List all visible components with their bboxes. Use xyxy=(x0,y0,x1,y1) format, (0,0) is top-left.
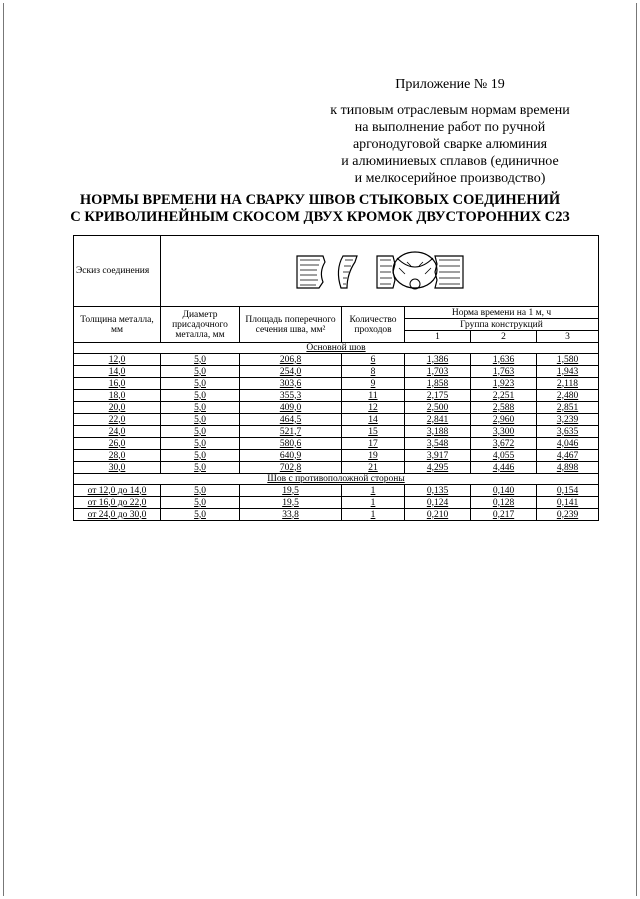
cell-value: 24,0 xyxy=(108,426,126,437)
appendix-line: и мелкосерийное производство) xyxy=(354,171,546,186)
cell-value: 28,0 xyxy=(108,450,126,461)
table-cell xyxy=(405,462,471,474)
cell-value: 20,0 xyxy=(108,402,126,413)
cell-value: 1,703 xyxy=(426,366,449,377)
table-cell xyxy=(161,354,240,366)
table-cell xyxy=(342,497,405,509)
section-main-cell xyxy=(74,343,599,354)
table-cell xyxy=(161,426,240,438)
table-cell xyxy=(537,438,599,450)
table-cell xyxy=(342,402,405,414)
table-cell xyxy=(74,485,161,497)
sketch-row xyxy=(74,236,599,307)
cell-value: 2,480 xyxy=(556,390,579,401)
table-cell xyxy=(405,366,471,378)
title-line: С КРИВОЛИНЕЙНЫМ СКОСОМ ДВУХ КРОМОК ДВУСТОРОННИХ С23 xyxy=(70,209,570,225)
table-cell xyxy=(471,509,537,521)
table-cell xyxy=(161,438,240,450)
cell-value: 254,0 xyxy=(279,366,302,377)
cell-value: 5,0 xyxy=(194,497,206,508)
appendix-line: аргонодуговой сварке алюминия xyxy=(352,137,548,152)
table-cell xyxy=(471,366,537,378)
table-cell xyxy=(342,438,405,450)
table-cell xyxy=(471,426,537,438)
cell-value: 0,154 xyxy=(556,485,579,496)
appendix-line: и алюминиевых сплавов (единичное xyxy=(341,154,559,169)
cell-value: 30,0 xyxy=(108,462,126,473)
cell-value: 5,0 xyxy=(194,438,206,449)
left-plate xyxy=(297,256,325,288)
table-cell xyxy=(471,462,537,474)
cell-value: 1 xyxy=(370,497,376,508)
table-cell xyxy=(161,378,240,390)
cell-value: 1,636 xyxy=(492,354,515,365)
appendix-line: на выполнение работ по ручной xyxy=(354,120,546,135)
cell-value: 0,140 xyxy=(492,485,515,496)
table-cell xyxy=(240,426,342,438)
cell-value: 3,548 xyxy=(426,438,449,449)
cell-value: 5,0 xyxy=(194,378,206,389)
table-cell xyxy=(161,462,240,474)
table-cell xyxy=(161,366,240,378)
table-cell xyxy=(74,462,161,474)
header-norm: Норма времени на 1 м, ч xyxy=(405,307,599,319)
table-cell xyxy=(240,497,342,509)
section-row xyxy=(74,343,599,354)
section-row xyxy=(74,474,599,485)
table-row xyxy=(74,462,599,474)
header-group-1: 1 xyxy=(405,331,471,343)
cell-value: 206,8 xyxy=(279,354,302,365)
title-line: НОРМЫ ВРЕМЕНИ НА СВАРКУ ШВОВ СТЫКОВЫХ СОЕДИНЕНИЙ xyxy=(79,192,561,208)
table-cell xyxy=(342,426,405,438)
table-cell xyxy=(405,450,471,462)
cell-value: 3,188 xyxy=(426,426,449,437)
table-cell xyxy=(342,485,405,497)
table-cell xyxy=(342,378,405,390)
joint-sketch-image xyxy=(295,250,465,292)
cell-value: 303,6 xyxy=(279,378,302,389)
table-cell xyxy=(342,366,405,378)
cell-value: 4,055 xyxy=(492,450,515,461)
table-cell xyxy=(405,378,471,390)
table-cell xyxy=(74,426,161,438)
table-cell xyxy=(537,485,599,497)
header-thickness: Толщина металла, мм xyxy=(74,307,161,343)
table-cell xyxy=(240,485,342,497)
table-row xyxy=(74,402,599,414)
table-cell xyxy=(537,414,599,426)
cell-value: 702,8 xyxy=(279,462,302,473)
table-cell xyxy=(74,354,161,366)
appendix-block xyxy=(300,76,600,187)
table-row xyxy=(74,426,599,438)
table-cell xyxy=(161,402,240,414)
table-cell xyxy=(405,402,471,414)
table-cell xyxy=(74,366,161,378)
table-row xyxy=(74,485,599,497)
table-cell xyxy=(342,462,405,474)
cell-value: 12,0 xyxy=(108,354,126,365)
cell-value: 1 xyxy=(370,485,376,496)
cell-value: 2,960 xyxy=(492,414,515,425)
header-diameter: Диаметр присадочного металла, мм xyxy=(161,307,240,343)
cell-value: 3,239 xyxy=(556,414,579,425)
section-back-cell xyxy=(74,474,599,485)
appendix-line: к типовым отраслевым нормам времени xyxy=(330,103,570,118)
cell-value: 8 xyxy=(370,366,376,377)
table-cell xyxy=(471,354,537,366)
cell-value: 2,118 xyxy=(556,378,579,389)
table-row xyxy=(74,354,599,366)
table-cell xyxy=(537,462,599,474)
cell-value: 14 xyxy=(368,414,378,425)
cell-value: 4,446 xyxy=(492,462,515,473)
table-cell xyxy=(240,354,342,366)
cell-value: 0,217 xyxy=(492,509,515,520)
section-main-title: Основной шов xyxy=(306,343,366,353)
cell-value: 1,386 xyxy=(426,354,449,365)
cell-value: 0,239 xyxy=(556,509,579,520)
cell-value: 1,580 xyxy=(556,354,579,365)
table-cell xyxy=(342,414,405,426)
table-cell xyxy=(405,509,471,521)
table-cell xyxy=(405,485,471,497)
table-cell xyxy=(471,485,537,497)
table-cell xyxy=(342,354,405,366)
table-cell xyxy=(405,426,471,438)
cell-value: 5,0 xyxy=(194,509,206,520)
table-cell xyxy=(240,402,342,414)
cell-value: 2,251 xyxy=(492,390,515,401)
cell-value: 4,046 xyxy=(556,438,579,449)
cell-value: 0,210 xyxy=(426,509,449,520)
table-cell xyxy=(161,450,240,462)
document-title xyxy=(60,192,580,226)
cell-value: 1,858 xyxy=(426,378,449,389)
table-cell xyxy=(405,438,471,450)
cell-value: 16,0 xyxy=(108,378,126,389)
cell-value: 17 xyxy=(368,438,378,449)
table-row xyxy=(74,450,599,462)
table-cell xyxy=(240,450,342,462)
table-cell xyxy=(471,450,537,462)
table-cell xyxy=(537,509,599,521)
cell-value: от 24,0 до 30,0 xyxy=(87,509,147,520)
cell-value: 1,763 xyxy=(492,366,515,377)
table-cell xyxy=(405,354,471,366)
header-group-2: 2 xyxy=(471,331,537,343)
table-cell xyxy=(74,497,161,509)
table-cell xyxy=(240,378,342,390)
cell-value: 5,0 xyxy=(194,354,206,365)
cell-value: 6 xyxy=(370,354,376,365)
cell-value: 9 xyxy=(370,378,376,389)
table-cell xyxy=(537,366,599,378)
table-row xyxy=(74,366,599,378)
cell-value: 4,467 xyxy=(556,450,579,461)
table-cell xyxy=(342,509,405,521)
cell-value: 5,0 xyxy=(194,462,206,473)
header-group: Группа конструкций xyxy=(405,319,599,331)
table-cell xyxy=(471,378,537,390)
table-cell xyxy=(471,414,537,426)
appendix-number: Приложение № 19 xyxy=(395,77,505,92)
cell-value: 5,0 xyxy=(194,450,206,461)
cell-value: от 16,0 до 22,0 xyxy=(87,497,147,508)
cell-value: 0,124 xyxy=(426,497,449,508)
cell-value: 3,917 xyxy=(426,450,449,461)
cell-value: 4,898 xyxy=(556,462,579,473)
cell-value: 12 xyxy=(368,402,378,413)
cell-value: 0,141 xyxy=(556,497,579,508)
table-cell xyxy=(471,438,537,450)
table-cell xyxy=(405,390,471,402)
cell-value: 0,128 xyxy=(492,497,515,508)
header-group-3: 3 xyxy=(537,331,599,343)
cell-value: 640,9 xyxy=(279,450,302,461)
table-cell xyxy=(74,390,161,402)
table-row xyxy=(74,509,599,521)
table-cell xyxy=(537,378,599,390)
table-row xyxy=(74,378,599,390)
table-cell xyxy=(74,450,161,462)
table-cell xyxy=(161,509,240,521)
table-cell xyxy=(161,497,240,509)
cell-value: 1,923 xyxy=(492,378,515,389)
section-back-title: Шов с противоположной стороны xyxy=(267,474,405,484)
table-cell xyxy=(161,390,240,402)
table-cell xyxy=(342,450,405,462)
table-cell xyxy=(471,390,537,402)
table-cell xyxy=(161,485,240,497)
cell-value: 2,175 xyxy=(426,390,449,401)
table-cell xyxy=(240,438,342,450)
cell-value: 19,5 xyxy=(282,497,299,508)
cell-value: 26,0 xyxy=(108,438,126,449)
table-cell xyxy=(537,402,599,414)
cell-value: 521,7 xyxy=(279,426,302,437)
table-cell xyxy=(537,390,599,402)
norms-table xyxy=(73,235,599,521)
weld-seam xyxy=(397,258,433,267)
table-row xyxy=(74,390,599,402)
table-cell xyxy=(240,414,342,426)
cell-value: 2,841 xyxy=(426,414,449,425)
cell-value: 2,500 xyxy=(426,402,449,413)
cell-value: 5,0 xyxy=(194,426,206,437)
cell-value: 409,0 xyxy=(279,402,302,413)
table-cell xyxy=(471,402,537,414)
cell-value: 3,635 xyxy=(556,426,579,437)
cell-value: 33,8 xyxy=(282,509,299,520)
cell-value: 5,0 xyxy=(194,366,206,377)
cell-value: 5,0 xyxy=(194,402,206,413)
table-cell xyxy=(537,497,599,509)
table-cell xyxy=(240,366,342,378)
cell-value: 1 xyxy=(370,509,376,520)
cell-value: 18,0 xyxy=(108,390,126,401)
cell-value: 2,851 xyxy=(556,402,579,413)
back-rows xyxy=(74,485,599,521)
table-cell xyxy=(161,414,240,426)
table-cell xyxy=(537,450,599,462)
cell-value: 1,943 xyxy=(556,366,579,377)
cell-value: 14,0 xyxy=(108,366,126,377)
table-cell xyxy=(74,509,161,521)
header-passes: Количество проходов xyxy=(342,307,405,343)
header-area: Площадь поперечного сечения шва, мм² xyxy=(240,307,342,343)
cell-value: 5,0 xyxy=(194,414,206,425)
cell-value: 355,3 xyxy=(279,390,302,401)
cell-value: 580,6 xyxy=(279,438,302,449)
table-cell xyxy=(405,497,471,509)
joint-sketch-cell xyxy=(161,236,599,307)
table-cell xyxy=(405,414,471,426)
table-row xyxy=(74,438,599,450)
cell-value: 5,0 xyxy=(194,390,206,401)
cell-value: 19,5 xyxy=(282,485,299,496)
table-cell xyxy=(74,438,161,450)
cell-value: 22,0 xyxy=(108,414,126,425)
cell-value: 3,300 xyxy=(492,426,515,437)
table-cell xyxy=(74,414,161,426)
table-cell xyxy=(342,390,405,402)
cell-value: от 12,0 до 14,0 xyxy=(87,485,147,496)
table-cell xyxy=(74,402,161,414)
cell-value: 15 xyxy=(368,426,378,437)
table-row xyxy=(74,497,599,509)
table-row xyxy=(74,414,599,426)
cell-value: 464,5 xyxy=(279,414,302,425)
sketch-label: Эскиз соединения xyxy=(74,236,161,307)
cell-value: 2,588 xyxy=(492,402,515,413)
table-cell xyxy=(537,426,599,438)
cell-value: 3,672 xyxy=(492,438,515,449)
cell-value: 5,0 xyxy=(194,485,206,496)
table-cell xyxy=(537,354,599,366)
table-cell xyxy=(240,462,342,474)
cell-value: 19 xyxy=(368,450,378,461)
header-row xyxy=(74,307,599,319)
cell-value: 21 xyxy=(368,462,378,473)
table-cell xyxy=(240,509,342,521)
table-cell xyxy=(74,378,161,390)
weld-bead xyxy=(393,252,437,288)
cell-value: 0,135 xyxy=(426,485,449,496)
cell-value: 4,295 xyxy=(426,462,449,473)
table-cell xyxy=(471,497,537,509)
main-rows xyxy=(74,354,599,474)
table-cell xyxy=(240,390,342,402)
cell-value: 11 xyxy=(368,390,378,401)
